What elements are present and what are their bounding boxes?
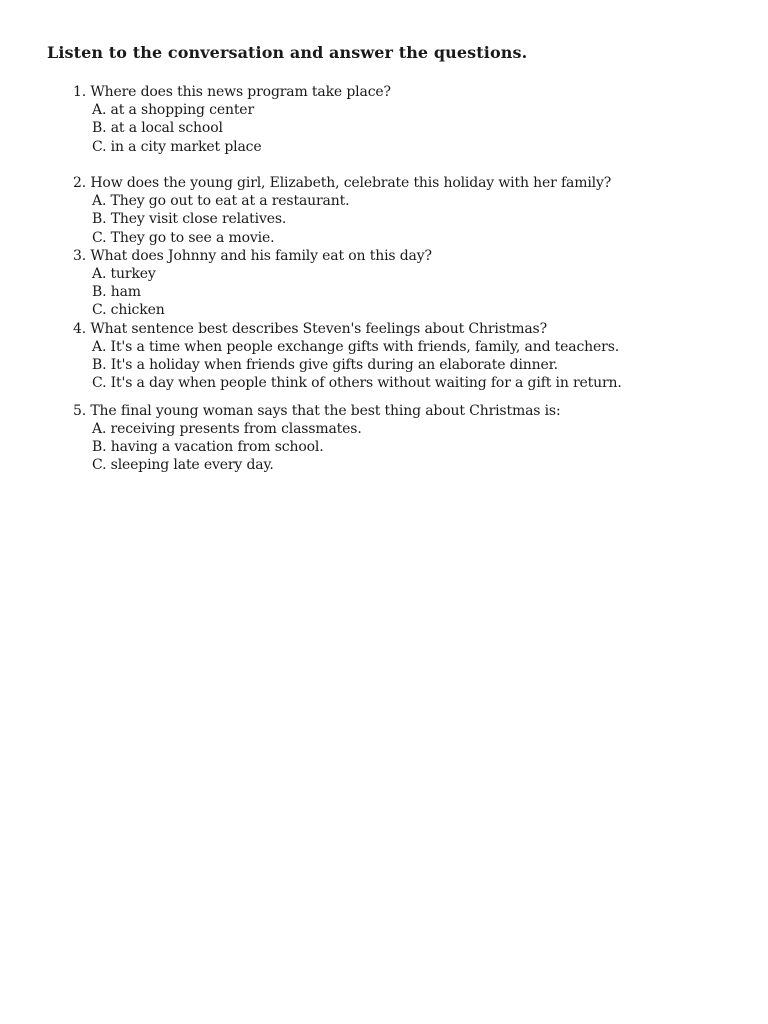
- question-4-option-b: B. It's a holiday when friends give gifts during an elaborate dinner.: [92, 357, 558, 373]
- question-3-option-a: A. turkey: [92, 266, 156, 282]
- page-title: Listen to the conversation and answer the questions.: [47, 43, 528, 62]
- question-4-option-a: A. It's a time when people exchange gifts with friends, family, and teachers.: [92, 339, 620, 355]
- question-5: 5. The final young woman says that the best thing about Christmas is:: [73, 403, 561, 419]
- question-5-option-b: B. having a vacation from school.: [92, 439, 324, 455]
- question-1-option-b: B. at a local school: [92, 120, 223, 136]
- question-3: 3. What does Johnny and his family eat on this day?: [73, 248, 432, 264]
- question-2-option-c: C. They go to see a movie.: [92, 230, 275, 246]
- question-2: 2. How does the young girl, Elizabeth, celebrate this holiday with her family?: [73, 175, 612, 191]
- question-2-option-a: A. They go out to eat at a restaurant.: [92, 193, 350, 209]
- question-5-option-c: C. sleeping late every day.: [92, 457, 274, 473]
- question-3-option-c: C. chicken: [92, 302, 165, 318]
- question-1: 1. Where does this news program take place?: [73, 84, 391, 100]
- question-3-option-b: B. ham: [92, 284, 141, 300]
- question-1-option-c: C. in a city market place: [92, 139, 262, 155]
- question-4-option-c: C. It's a day when people think of others without waiting for a gift in return.: [92, 375, 622, 391]
- question-5-option-a: A. receiving presents from classmates.: [92, 421, 362, 437]
- question-1-option-a: A. at a shopping center: [92, 102, 254, 118]
- question-4: 4. What sentence best describes Steven's feelings about Christmas?: [73, 321, 547, 337]
- question-2-option-b: B. They visit close relatives.: [92, 211, 287, 227]
